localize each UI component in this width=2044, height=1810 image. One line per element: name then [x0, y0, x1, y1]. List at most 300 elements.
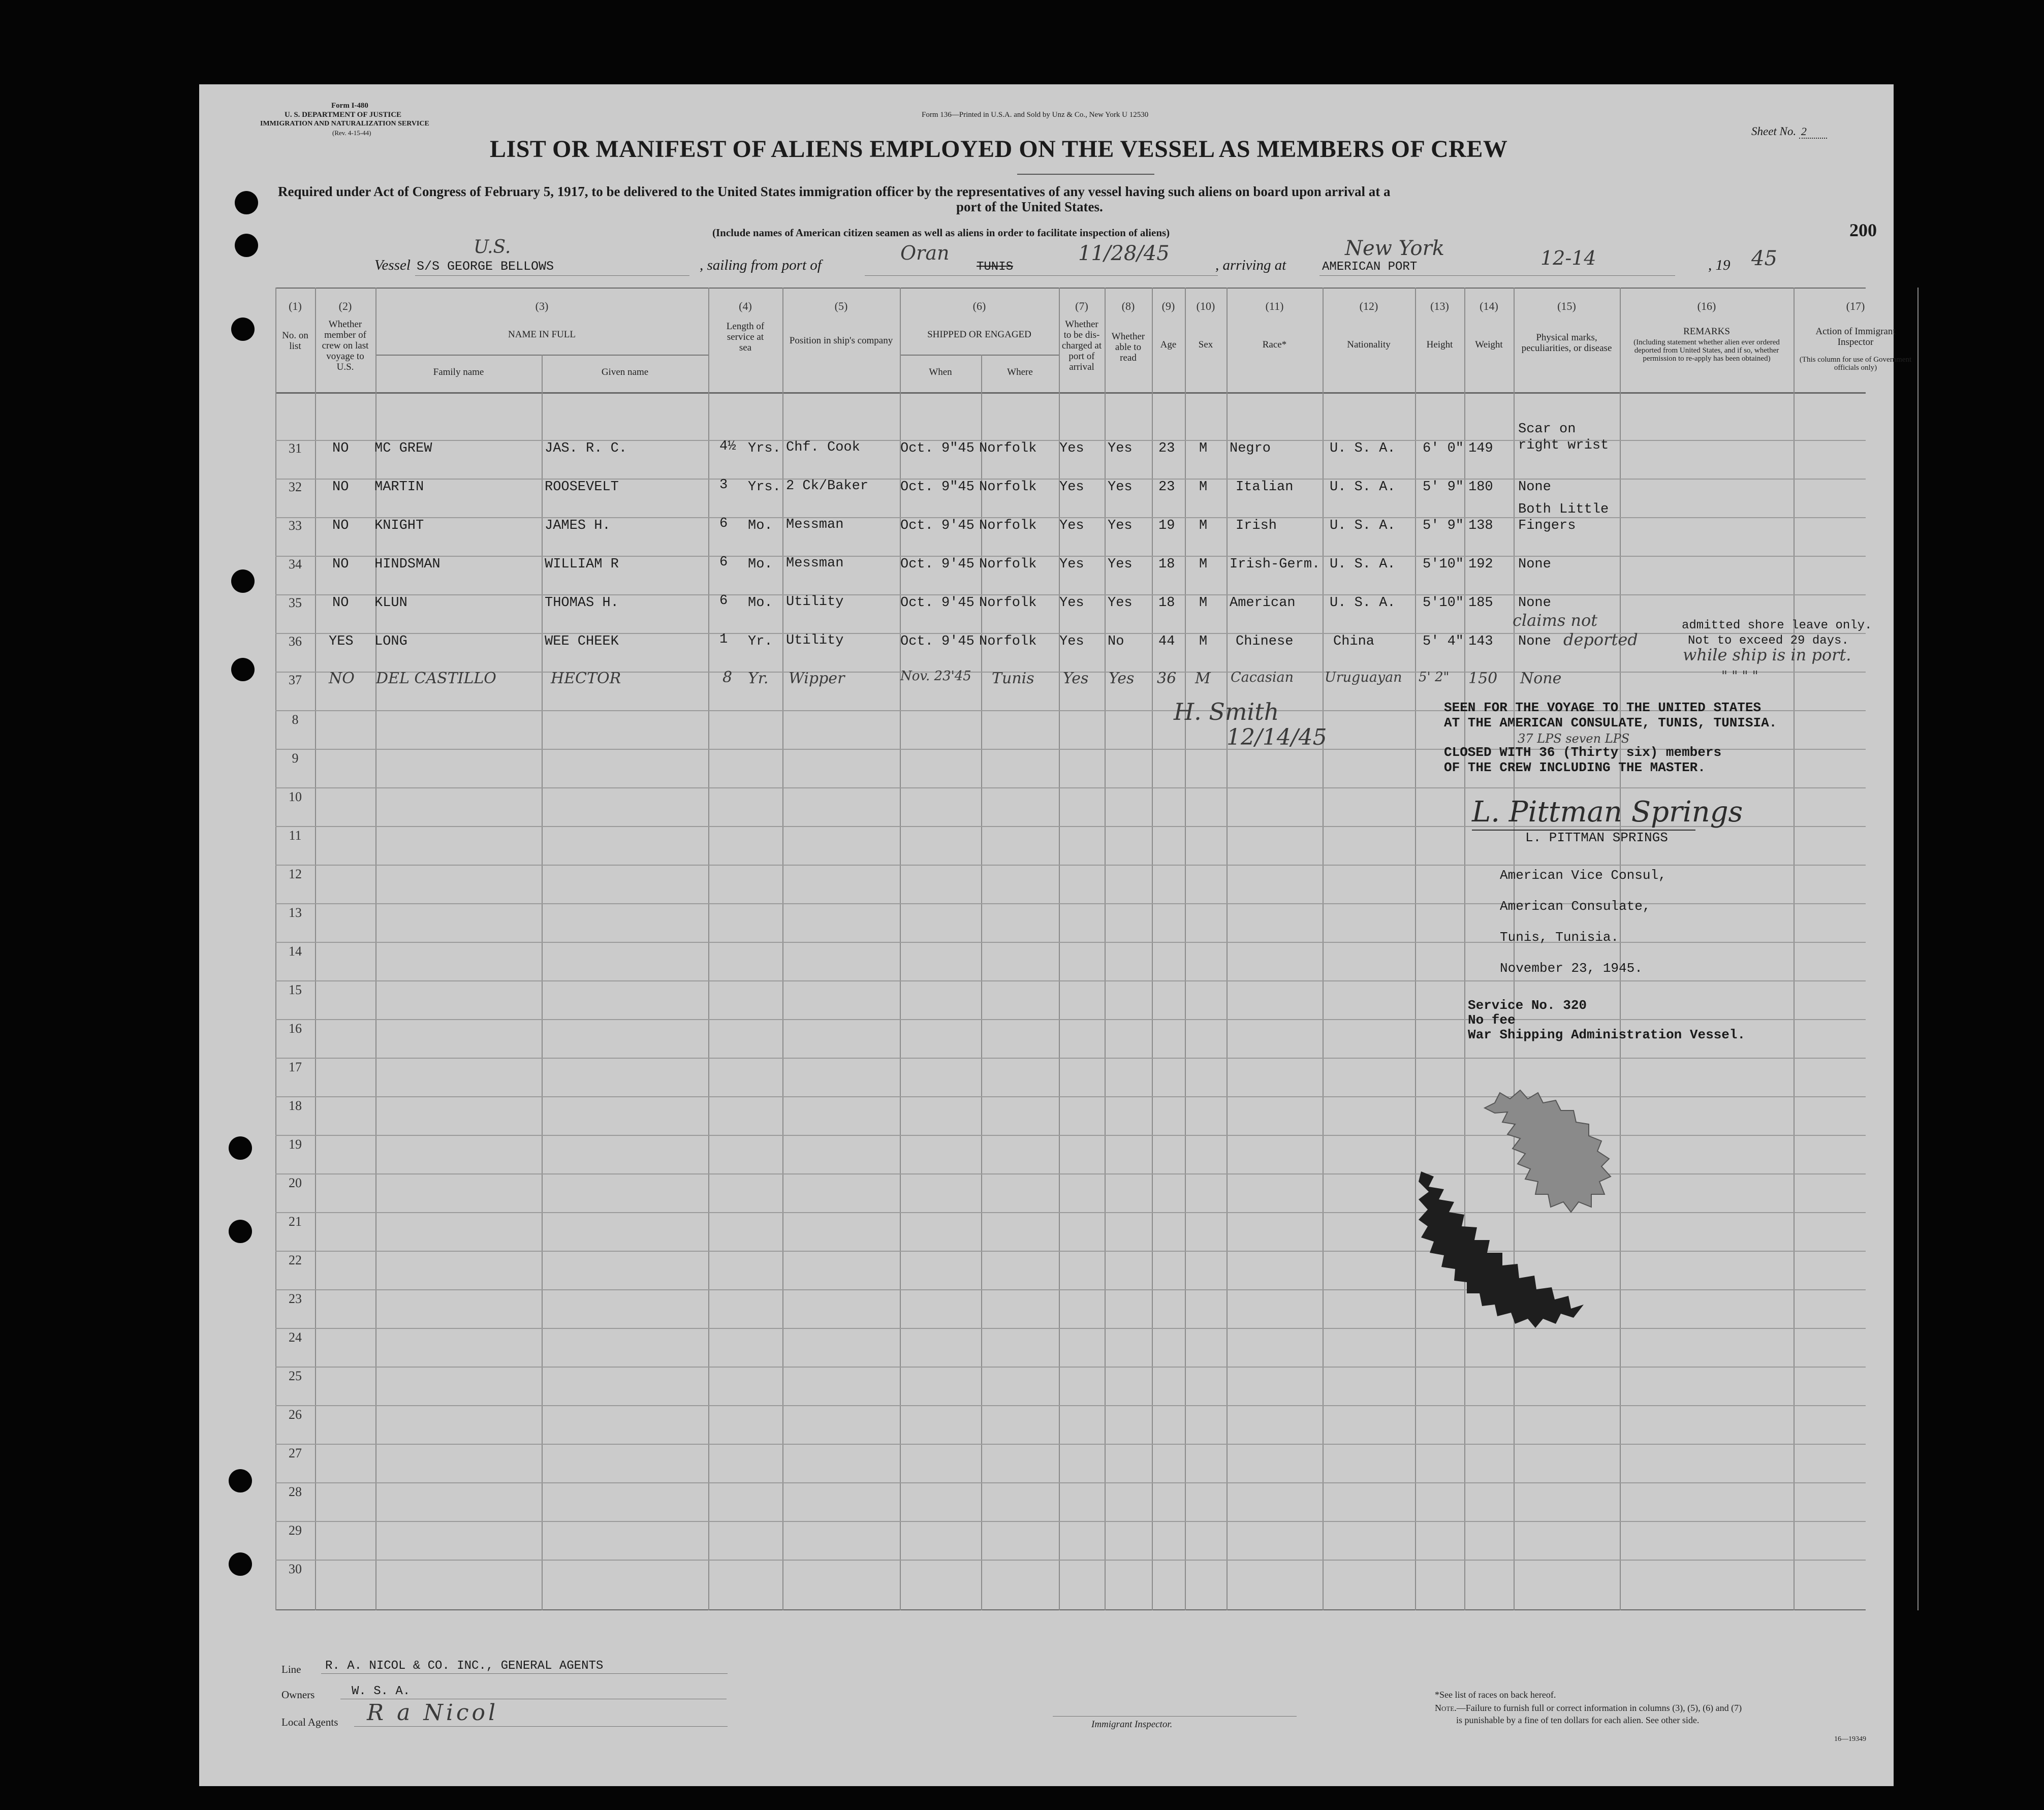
row-number: 27: [289, 1446, 302, 1460]
cell-when: Oct. 9'45: [900, 518, 974, 533]
col-rule: [1620, 288, 1621, 1610]
col-num: (15): [1557, 300, 1576, 312]
col-num: (7): [1075, 300, 1088, 312]
cell-weight: 192: [1468, 557, 1493, 572]
row-number: 12: [289, 867, 302, 881]
cell-marks: None: [1518, 595, 1551, 611]
consular-seal-lower: [1419, 1166, 1601, 1329]
consul-title-3: Tunis, Tunisia.: [1500, 930, 1619, 945]
cell-discharged: Yes: [1059, 634, 1084, 649]
cell-length: 6: [719, 593, 728, 609]
cell-nationality: U. S. A.: [1330, 480, 1396, 495]
cell-length-unit: Yr.: [748, 634, 773, 649]
cell-read: Yes: [1108, 595, 1133, 611]
col-num: (2): [338, 300, 352, 312]
cell-family-name: KNIGHT: [374, 518, 424, 533]
col-label: Whether to be dis-charged at port of arrival: [1061, 319, 1102, 372]
row-rule: [275, 1482, 1866, 1483]
col-num: (3): [535, 300, 549, 312]
cell-read: Yes: [1108, 480, 1133, 495]
required-line-2: port of the United States.: [956, 199, 1103, 214]
cell-marks-2: right wrist: [1518, 438, 1609, 453]
row-rule: [275, 1058, 1866, 1059]
col-num: (1): [289, 300, 302, 312]
cell-height: 5' 4": [1423, 634, 1464, 649]
col-rule: [1185, 288, 1186, 1610]
vessel-label: Vessel: [374, 257, 411, 273]
cell-given-name: THOMAS H.: [545, 595, 619, 611]
cell-height: 5' 9": [1423, 480, 1464, 495]
row-number: 30: [289, 1562, 302, 1576]
row-number: 15: [289, 982, 302, 997]
service-name: IMMIGRATION AND NATURALIZATION SERVICE: [260, 120, 429, 128]
col-sublabel: Given name: [601, 367, 649, 377]
cell-length: 8: [722, 669, 733, 686]
row-number: 11: [289, 828, 302, 843]
row-rule: [275, 1367, 1866, 1368]
cell-when: Oct. 9'45: [900, 634, 974, 649]
row-number: 17: [289, 1060, 302, 1074]
cell-family-name: HINDSMAN: [374, 557, 441, 572]
cell-age: 19: [1158, 518, 1175, 533]
table-bottom-rule: [275, 1609, 1866, 1610]
arrive-date: 12-14: [1540, 247, 1596, 269]
col-label: Race*: [1262, 339, 1287, 350]
sheet-label: [1751, 125, 1827, 138]
punch-hole: [229, 1136, 252, 1160]
agents-label: Local Agents: [281, 1716, 338, 1728]
row-number: 31: [289, 441, 302, 456]
cell-height: 5' 9": [1423, 518, 1464, 533]
include-note: (Include names of American citizen seamen as well as aliens in order to facilitate inspection of aliens): [712, 227, 1170, 239]
row-number: 24: [289, 1330, 302, 1345]
col-label: Length of service at sea: [726, 321, 765, 353]
cell-length: 6: [719, 516, 728, 531]
punch-hole: [231, 569, 255, 593]
stamp-line-3: CLOSED WITH 36 (Thirty six) members: [1444, 745, 1722, 760]
row-rule: [275, 1405, 1866, 1406]
col-label: Whether member of crew on last voyage to U.S.: [322, 319, 369, 372]
sailing-date-hand: 11/28/45: [1078, 242, 1170, 265]
cell-last-voyage: NO: [332, 480, 349, 495]
sailing-label: , sailing from port of: [700, 257, 822, 273]
cell-age: 36: [1157, 670, 1177, 687]
col-num: (10): [1196, 300, 1215, 312]
arriving-label: , arriving at: [1215, 257, 1286, 273]
col-label: Height: [1426, 339, 1453, 350]
required-line-1: Required under Act of Congress of February 5, 1917, to be delivered to the United States immigration officer by the representatives of any vessel having such aliens on board upon arrival at a: [278, 184, 1391, 199]
cell-family-name: DEL CASTILLO: [376, 670, 496, 687]
cell-sex: M: [1199, 480, 1208, 495]
row-number: 36: [289, 634, 302, 649]
cell-length-unit: Yrs.: [748, 441, 781, 456]
row-number: 18: [289, 1098, 302, 1113]
col-label: Action of Immigrant Inspector: [1815, 326, 1896, 347]
cell-race: Irish-Germ.: [1230, 557, 1320, 572]
punch-hole: [235, 191, 258, 214]
cell-weight: 149: [1468, 441, 1493, 456]
cell-weight: 150: [1468, 670, 1498, 687]
form-code: 16—19349: [1834, 1735, 1866, 1743]
cell-where: Norfolk: [979, 518, 1037, 533]
row-number: 35: [289, 595, 302, 610]
cell-weight: 180: [1468, 480, 1493, 495]
cell-position: Utility: [786, 594, 844, 610]
cell-marks: None: [1518, 634, 1551, 649]
port-underline: [865, 275, 1218, 276]
note-line-1: [1435, 1703, 1742, 1713]
cell-position: Utility: [786, 633, 844, 648]
row-number: 22: [289, 1253, 302, 1267]
sheet-number: 2: [1799, 125, 1827, 139]
port-typed: TUNIS: [977, 260, 1014, 274]
cell-race: Italian: [1236, 480, 1294, 495]
cell-given-name: ROOSEVELT: [545, 480, 619, 495]
punch-hole: [231, 658, 255, 681]
col-sublabel: Family name: [433, 367, 484, 377]
cell-read: Yes: [1109, 670, 1135, 687]
arrive-typed: AMERICAN PORT: [1322, 260, 1418, 274]
row-number: 23: [289, 1291, 302, 1306]
cell-family-name: KLUN: [374, 595, 407, 611]
cell-last-voyage: NO: [332, 595, 349, 611]
stamp-line-4: OF THE CREW INCLUDING THE MASTER.: [1444, 760, 1706, 775]
cell-race: Cacasian: [1231, 670, 1294, 685]
table-top-rule: [275, 288, 1866, 289]
cell-read: No: [1108, 634, 1124, 649]
col-rule: [1227, 288, 1228, 1610]
cell-when: Nov. 23'45: [900, 669, 971, 684]
service-fee: No fee: [1468, 1012, 1516, 1028]
cell-length-unit: Mo.: [748, 595, 773, 611]
col-label: No. on list: [282, 330, 308, 352]
stamp-line-2: AT THE AMERICAN CONSULATE, TUNIS, TUNISIA.: [1444, 715, 1777, 731]
col-label: Physical marks, peculiarities, or disease: [1521, 332, 1612, 354]
cell-position: Messman: [786, 556, 844, 571]
cell-sex: M: [1199, 595, 1208, 611]
row-number: 10: [289, 789, 302, 804]
col-rule: [1105, 288, 1106, 1610]
row-number: 34: [289, 557, 302, 571]
cell-nationality: China: [1333, 634, 1375, 649]
row-number: 9: [292, 751, 299, 766]
cell-where: Tunis: [992, 670, 1034, 687]
remarks-hand-2: deported: [1563, 630, 1638, 649]
cell-weight: 138: [1468, 518, 1493, 533]
col-num: (13): [1430, 300, 1449, 312]
cell-race: Irish: [1236, 518, 1277, 533]
cell-last-voyage: YES: [329, 634, 354, 649]
remarks-hand-1: claims not: [1513, 611, 1598, 630]
row-rule: [275, 1289, 1866, 1290]
inspector-signature-rule: [1053, 1716, 1297, 1717]
page-stamp: 200: [1849, 220, 1877, 240]
cell-height: 5' 2": [1419, 670, 1450, 685]
cell-length-unit: Yrs.: [748, 480, 781, 495]
cell-discharged: Yes: [1063, 670, 1089, 687]
row-rule: [275, 980, 1866, 981]
col-label: SHIPPED OR ENGAGED: [927, 329, 1031, 340]
cell-age: 23: [1158, 480, 1175, 495]
col-num: (12): [1359, 300, 1378, 312]
row-number: 29: [289, 1523, 302, 1538]
col-rule: [1152, 288, 1153, 1610]
row-number: 33: [289, 518, 302, 533]
row-rule: [275, 1521, 1866, 1522]
cell-last-voyage: NO: [332, 441, 349, 456]
col-rule: [1917, 288, 1919, 1610]
cell-when: Oct. 9'45: [900, 595, 974, 611]
cell-age: 18: [1158, 557, 1175, 572]
stamp-line-1: SEEN FOR THE VOYAGE TO THE UNITED STATES: [1444, 700, 1762, 715]
races-note: *See list of races on back hereof.: [1435, 1690, 1556, 1700]
consul-date: November 23, 1945.: [1500, 961, 1643, 976]
cell-nationality: U. S. A.: [1330, 595, 1396, 611]
owners-value: W. S. A.: [352, 1685, 411, 1698]
line-underline: [321, 1673, 728, 1674]
col-label: REMARKS: [1683, 326, 1730, 337]
note-label: Note.: [1435, 1703, 1457, 1713]
cell-age: 18: [1158, 595, 1175, 611]
printer-line: Form 136—Printed in U.S.A. and Sold by Unz & Co., New York U 12530: [922, 111, 1149, 119]
cell-given-name: HECTOR: [551, 670, 621, 687]
col-rule: [315, 288, 316, 1610]
cell-where: Norfolk: [979, 557, 1037, 572]
cell-age: 44: [1158, 634, 1175, 649]
row-rule: [275, 942, 1866, 943]
cell-when: Oct. 9"45: [900, 441, 974, 456]
col-rule: [1323, 288, 1324, 1610]
col-rule: [1794, 288, 1795, 1610]
cell-discharged: Yes: [1059, 595, 1084, 611]
sheet-label-text: Sheet No.: [1751, 125, 1797, 138]
cell-family-name: LONG: [374, 634, 407, 649]
cell-marks: None: [1520, 670, 1562, 687]
cell-height: 5'10": [1423, 595, 1464, 611]
row-number: 26: [289, 1407, 302, 1422]
service-wsa: War Shipping Administration Vessel.: [1468, 1027, 1746, 1042]
cell-last-voyage: NO: [332, 518, 349, 533]
row-rule: [275, 787, 1866, 788]
col-label: Weight: [1475, 339, 1503, 350]
col-num: (9): [1161, 300, 1175, 312]
col-num: (5): [834, 300, 848, 312]
cell-given-name: WILLIAM R: [545, 557, 619, 572]
col-rule: [1514, 288, 1515, 1610]
row-number: 25: [289, 1369, 302, 1383]
col-rule: [542, 355, 543, 1610]
cell-where: Norfolk: [979, 441, 1037, 456]
cell-length: 3: [719, 478, 728, 493]
cell-where: Norfolk: [979, 634, 1037, 649]
cell-marks-2: Fingers: [1518, 518, 1576, 533]
cell-marks: Scar on: [1518, 422, 1576, 437]
punch-hole: [229, 1220, 252, 1243]
service-number: Service No. 320: [1468, 998, 1587, 1013]
punch-hole: [229, 1469, 252, 1493]
cell-given-name: JAMES H.: [545, 518, 611, 533]
line-value: R. A. NICOL & CO. INC., GENERAL AGENTS: [325, 1659, 604, 1673]
row-number: 8: [292, 712, 299, 727]
col-rule: [981, 355, 982, 1610]
title-rule: [1017, 174, 1154, 175]
col-num: (17): [1846, 300, 1865, 312]
agents-value: R a Nicol: [367, 1700, 499, 1726]
cell-nationality: U. S. A.: [1330, 518, 1396, 533]
col-label: Position in ship's company: [789, 335, 893, 346]
cell-length-unit: Mo.: [748, 557, 773, 572]
cell-race: Chinese: [1236, 634, 1294, 649]
row-rule: [275, 1560, 1866, 1561]
cell-position: Chf. Cook: [786, 440, 860, 455]
cell-marks: None: [1518, 480, 1551, 495]
cell-when: Oct. 9"45: [900, 480, 974, 495]
line-label: Line: [281, 1663, 301, 1675]
consul-title-2: American Consulate,: [1500, 899, 1651, 914]
cell-discharged: Yes: [1059, 557, 1084, 572]
row-number: 14: [289, 944, 302, 959]
col-note: (This column for use of Government officials only): [1799, 356, 1912, 372]
cell-length: 6: [719, 555, 728, 570]
cell-read: Yes: [1108, 441, 1133, 456]
col-num: (11): [1265, 300, 1284, 312]
remarks-ditto: " " " ": [1721, 669, 1758, 684]
cell-position: 2 Ck/Baker: [786, 479, 869, 494]
remarks-hand-3: while ship is in port.: [1683, 645, 1851, 664]
inspector-signature: H. Smith: [1174, 698, 1279, 725]
agents-underline: [354, 1726, 728, 1727]
punch-hole: [231, 317, 255, 341]
owners-label: Owners: [281, 1689, 315, 1701]
cell-race: American: [1230, 595, 1296, 611]
col-note: (Including statement whether alien ever ordered deported from United States, and if so, whether permission to re-apply has been obtained): [1633, 338, 1780, 363]
col-label: Whether able to read: [1111, 331, 1145, 363]
stamp-hand-note: 37 LPS seven LPS: [1518, 732, 1630, 746]
col-label: Sex: [1198, 339, 1213, 350]
cell-read: Yes: [1108, 557, 1133, 572]
subheader-rule-shipped: [900, 355, 1059, 356]
inspector-label: Immigrant Inspector.: [1091, 1719, 1173, 1730]
punch-hole: [229, 1552, 252, 1576]
col-rule: [708, 288, 709, 1610]
remarks-typed-2: Not to exceed 29 days.: [1688, 634, 1849, 648]
col-label: Age: [1160, 339, 1177, 350]
cell-marks: Both Little: [1518, 502, 1609, 517]
cell-read: Yes: [1108, 518, 1133, 533]
cell-when: Oct. 9'45: [900, 557, 974, 572]
cell-given-name: WEE CHEEK: [545, 634, 619, 649]
cell-family-name: MC GREW: [374, 441, 432, 456]
year-hand: 45: [1751, 247, 1777, 270]
cell-height: 6' 0": [1423, 441, 1464, 456]
col-sublabel: Where: [1007, 367, 1033, 377]
row-number: 20: [289, 1176, 302, 1190]
row-rule: [275, 1019, 1866, 1020]
row-rule: [275, 865, 1866, 866]
row-number: 37: [289, 673, 302, 687]
row-number: 21: [289, 1214, 302, 1229]
cell-discharged: Yes: [1059, 480, 1084, 495]
manifest-sheet: [199, 84, 1912, 1786]
col-num: (4): [739, 300, 752, 312]
cell-weight: 143: [1468, 634, 1493, 649]
cell-height: 5'10": [1423, 557, 1464, 572]
cell-family-name: MARTIN: [374, 480, 424, 495]
cell-nationality: U. S. A.: [1330, 441, 1396, 456]
cell-where: Norfolk: [979, 480, 1037, 495]
department: U. S. DEPARTMENT OF JUSTICE: [285, 111, 402, 119]
vessel-name: S/S GEORGE BELLOWS: [417, 259, 554, 274]
form-number: Form I-480: [331, 102, 368, 110]
cell-last-voyage: NO: [329, 670, 355, 687]
punch-hole: [235, 234, 258, 257]
cell-discharged: Yes: [1059, 518, 1084, 533]
row-rule: [275, 1444, 1866, 1445]
cell-nationality: U. S. A.: [1330, 557, 1396, 572]
cell-length: 4½: [719, 439, 736, 454]
col-label: Nationality: [1347, 339, 1391, 350]
cell-marks: None: [1518, 557, 1551, 572]
col-rule: [275, 288, 276, 1610]
cell-sex: M: [1199, 557, 1208, 572]
cell-sex: M: [1199, 441, 1208, 456]
cell-sex: M: [1199, 518, 1208, 533]
col-num: (14): [1480, 300, 1498, 312]
col-label: NAME IN FULL: [508, 329, 576, 340]
year-prefix: , 19: [1708, 257, 1731, 273]
col-num: (6): [972, 300, 986, 312]
vessel-underline: [415, 275, 689, 276]
cell-sex: M: [1195, 670, 1211, 687]
col-rule: [1464, 288, 1465, 1610]
consul-signature: L. Pittman Springs: [1472, 796, 1743, 829]
cell-length: 1: [719, 632, 728, 647]
row-rule: [275, 1251, 1866, 1252]
col-sublabel: When: [929, 367, 952, 377]
manifest-title: LIST OR MANIFEST OF ALIENS EMPLOYED ON THE VESSEL AS MEMBERS OF CREW: [490, 136, 1508, 163]
col-rule: [782, 288, 783, 1610]
cell-length-unit: Mo.: [748, 518, 773, 533]
port-hand: Oran: [900, 242, 950, 264]
cell-sex: M: [1199, 634, 1208, 649]
cell-where: Norfolk: [979, 595, 1037, 611]
cell-weight: 185: [1468, 595, 1493, 611]
col-num: (8): [1121, 300, 1135, 312]
row-number: 28: [289, 1484, 302, 1499]
cell-discharged: Yes: [1059, 441, 1084, 456]
row-rule: [275, 1328, 1866, 1329]
cell-last-voyage: NO: [332, 557, 349, 572]
cell-race: Negro: [1230, 441, 1271, 456]
row-number: 19: [289, 1137, 302, 1152]
arrive-underline: [1319, 275, 1675, 276]
col-rule: [1415, 288, 1416, 1610]
col-num: (16): [1697, 300, 1716, 312]
inspector-date: 12/14/45: [1227, 724, 1327, 750]
row-number: 13: [289, 905, 302, 920]
cell-age: 23: [1158, 441, 1175, 456]
consul-title-1: American Vice Consul,: [1500, 868, 1666, 883]
row-number: 16: [289, 1021, 302, 1036]
cell-position: Wipper: [789, 670, 845, 687]
form-revision: (Rev. 4-15-44): [332, 129, 371, 137]
cell-position: Messman: [786, 517, 844, 532]
cell-length-unit: Yr.: [748, 670, 769, 687]
remarks-typed: admitted shore leave only.: [1682, 619, 1872, 632]
arrive-hand: New York: [1345, 237, 1444, 260]
cell-given-name: JAS. R. C.: [545, 441, 627, 456]
cell-nationality: Uruguayan: [1325, 670, 1402, 685]
